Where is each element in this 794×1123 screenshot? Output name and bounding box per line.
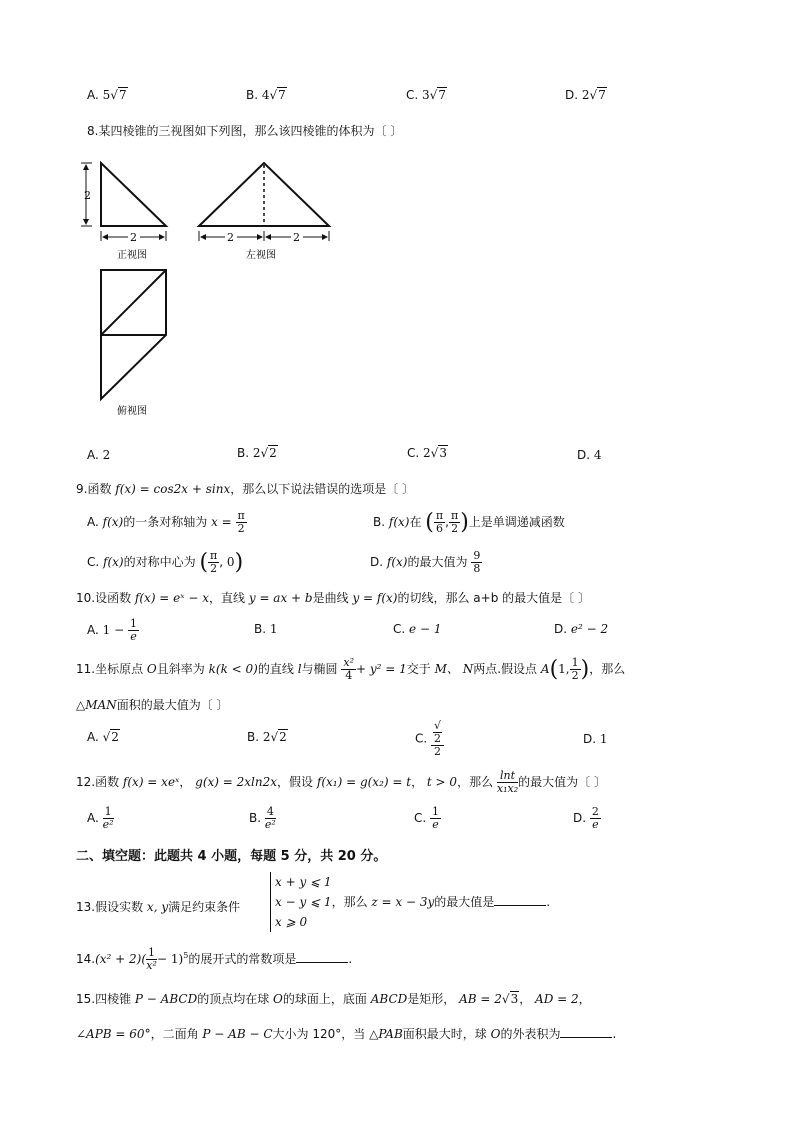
q13-stem: 13.假设实数 x, y满足约束条件 [76, 900, 241, 914]
q10-option-d: D. e² − 2 [554, 622, 609, 636]
q15-stem-line1: 15.四棱锥 P − ABCD的顶点均在球 O的球面上，底面 ABCD是矩形， AB = 2√3， AD = 2， [76, 992, 591, 1006]
q11-option-b: B. 2√2 [247, 730, 287, 744]
q8-option-b: B. 2√2 [237, 446, 277, 460]
q8-option-a: A. 2 [87, 448, 111, 462]
constraint-2: x − y ⩽ 1，那么 z = x − 3y的最大值是 . [275, 895, 551, 909]
three-view-diagram [80, 155, 350, 420]
q11-option-c: C. √ 2 2 [415, 720, 444, 758]
front-view [81, 163, 166, 261]
q11-option-d: D. 1 [583, 732, 608, 746]
q14-stem: 14.(x² + 2)( $\frac{1}{\text{x²}}$ − 1)$^5$的展开式的常数项是 . [76, 946, 353, 972]
q12-option-d: D. $\frac{2}{e}$ [573, 805, 599, 831]
front-height-label: 2 [84, 189, 91, 202]
q11-stem-line2: △MAN面积的最大值为〔 〕 [76, 698, 229, 712]
q10-option-b: B. 1 [254, 622, 278, 636]
q8-option-c: C. 2√3 [407, 446, 447, 460]
q9-stem: 9.函数 f(x) = cos2x + sinx，那么以下说法错误的选项是〔 〕 [76, 482, 415, 496]
q9-option-c: C. f(x)的对称中心为 ( $\frac{\pi}{2}$ , 0) [87, 549, 244, 575]
q7-option-c: C. 3√7 [406, 88, 446, 102]
q10-stem: 10.设函数 f(x) = eˣ − x，直线 y = ax + b是曲线 y = f(x)的切线，那么 a+b 的最大值是〔 〕 [76, 591, 590, 605]
section-heading: 二、填空题：此题共 4 小题，每题 5 分，共 20 分。 [76, 849, 387, 864]
sqrt-expression: 2√7 [581, 88, 606, 102]
q12-option-a: A. $\frac{1}{\text{e²}}$ [87, 805, 114, 831]
q12-option-b: B. $\frac{4}{\text{e²}}$ [249, 805, 276, 831]
q15-stem-line2: ∠APB = 60°，二面角 P − AB − C大小为 120°，当 △PAB面积最大时，球 O的外表积为 . [76, 1027, 617, 1041]
sqrt-expression: 5√7 [102, 88, 127, 102]
q11-option-a: A. √2 [87, 730, 119, 744]
constraint-3: x ⩾ 0 [275, 915, 308, 929]
sqrt-expression: 4√7 [261, 88, 286, 102]
top-view-label: 俯视图 [117, 406, 147, 417]
q8-option-d: D. 4 [577, 448, 602, 462]
answer-blank[interactable] [296, 950, 348, 963]
front-base-label: 2 [130, 231, 137, 244]
q7-option-b: B. 4√7 [246, 88, 286, 102]
q7-option-a: A. 5√7 [87, 88, 127, 102]
side-right-label: 2 [293, 231, 300, 244]
q10-option-a: A. 1 − $\frac{1}{e}$ [87, 617, 137, 643]
side-view-label: 左视图 [246, 250, 276, 261]
answer-blank[interactable] [494, 893, 546, 906]
q9-option-a: A. f(x)的一条对称轴为 x = $\frac{\pi}{2}$ [87, 509, 245, 535]
side-view [199, 163, 329, 261]
q12-stem: 12.函数 f(x) = xeˣ， g(x) = 2xln2x，假设 f(x₁) = g(x₂) = t， t > 0，那么 $\frac{\ln t}{\text{x₁x₂}}$ 的最大值为〔 〕 [76, 769, 606, 795]
q11-stem-line1: 11.坐标原点 O且斜率为 k(k < 0)的直线 l与椭圆 $\frac{\text{x²}}{4}$ + y² = 1交于 M、 N两点.假设点 A(1, $\frac{1}{2}$ )，那么 [76, 656, 626, 682]
q9-option-d: D. f(x)的最大值为 $\frac{9}{8}$ [370, 549, 481, 575]
constraint-1: x + y ⩽ 1 [275, 875, 332, 889]
top-view [101, 270, 166, 417]
q10-option-c: C. e − 1 [393, 622, 442, 636]
q9-option-b: B. f(x)在 ( $\frac{\pi}{6}$ , $\frac{\pi}{2}$ )上是单调递减函数 [373, 509, 565, 535]
q7-option-d: D. 2√7 [565, 88, 606, 102]
sqrt-expression: 3√7 [422, 88, 446, 102]
answer-blank[interactable] [560, 1025, 612, 1038]
side-left-label: 2 [227, 231, 234, 244]
q12-option-c: C. $\frac{1}{e}$ [414, 805, 440, 831]
constraint-system [270, 872, 550, 932]
front-view-label: 正视图 [117, 250, 147, 261]
q8-stem: 8.某四棱锥的三视图如下列图，那么该四棱锥的体积为〔 〕 [87, 124, 403, 138]
